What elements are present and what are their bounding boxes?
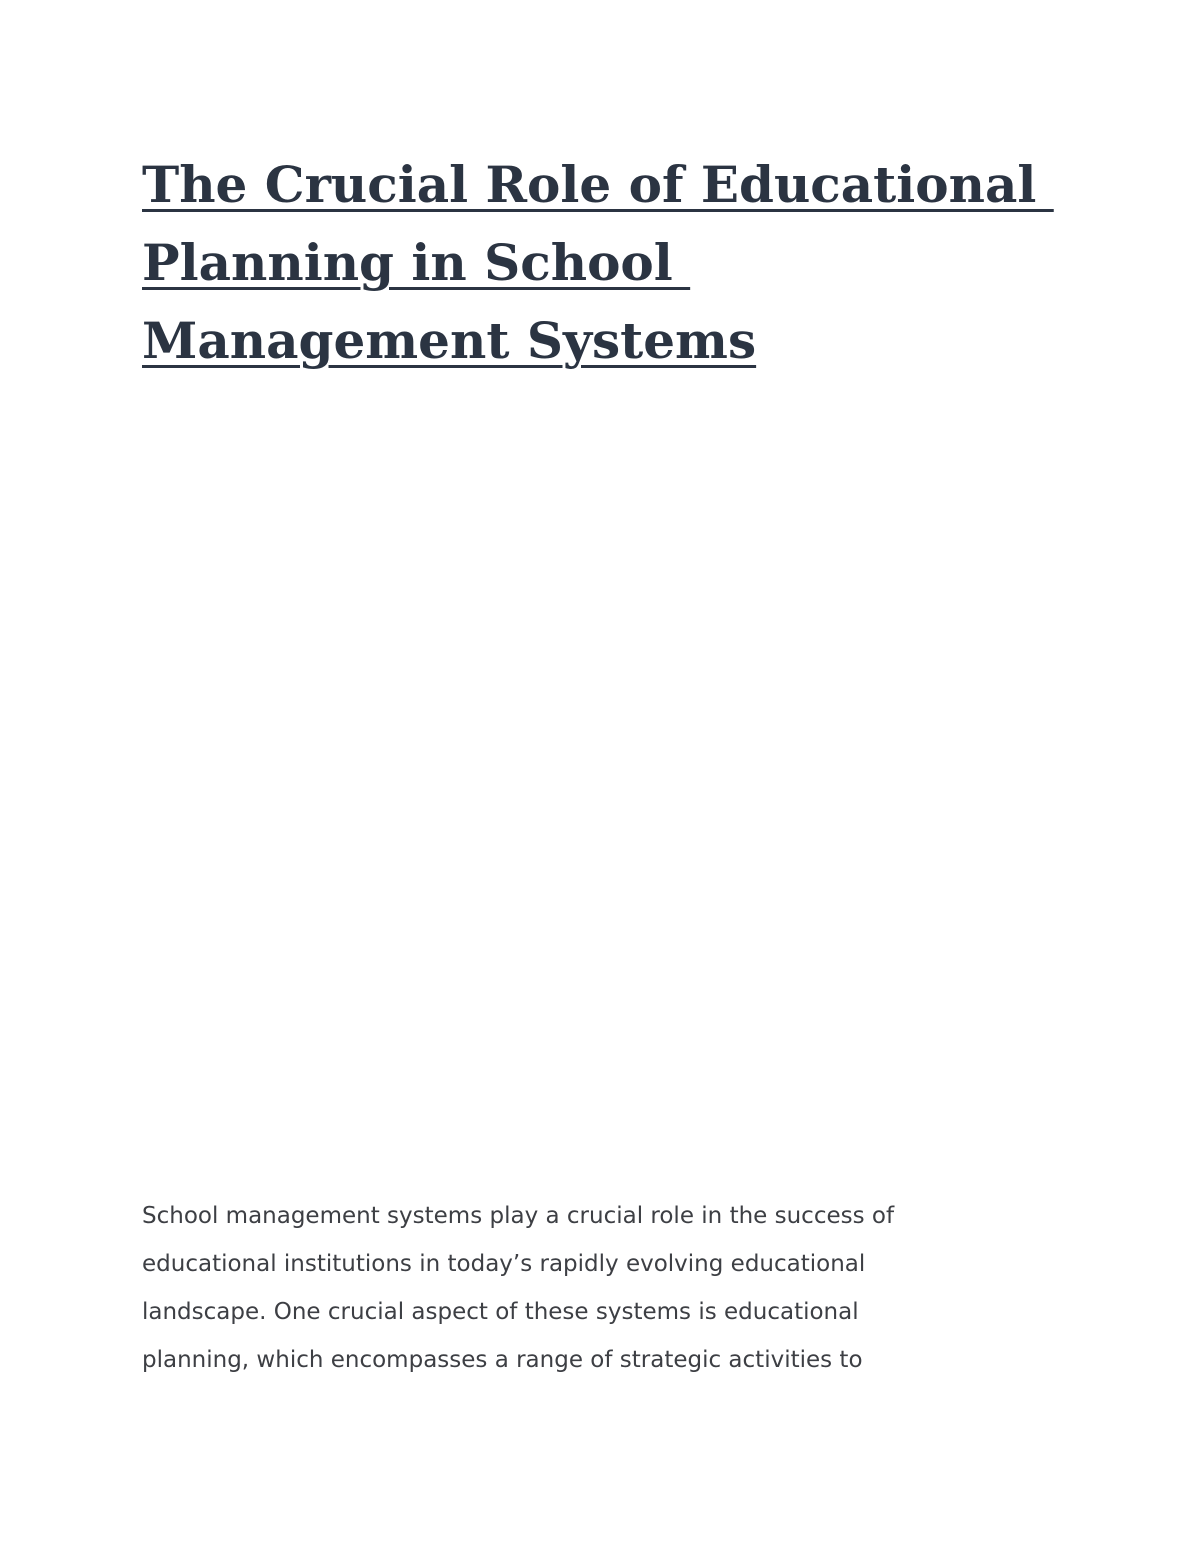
- body-line: planning, which encompasses a range of strategic activities to: [142, 1347, 863, 1373]
- body-line: landscape. One crucial aspect of these systems is educational: [142, 1299, 859, 1325]
- document-title: [142, 146, 1082, 380]
- body-line: School management systems play a crucial role in the success of: [142, 1203, 895, 1229]
- body-line: educational institutions in today’s rapidly evolving educational: [142, 1251, 866, 1277]
- title-line-text: Planning in School: [142, 233, 691, 292]
- title-line: [142, 146, 1082, 224]
- title-line: [142, 224, 1082, 302]
- title-line-text: Management Systems: [142, 311, 757, 370]
- title-line: [142, 302, 1082, 380]
- title-line-text: The Crucial Role of Educational: [142, 155, 1054, 214]
- body-paragraph: [142, 1192, 1062, 1384]
